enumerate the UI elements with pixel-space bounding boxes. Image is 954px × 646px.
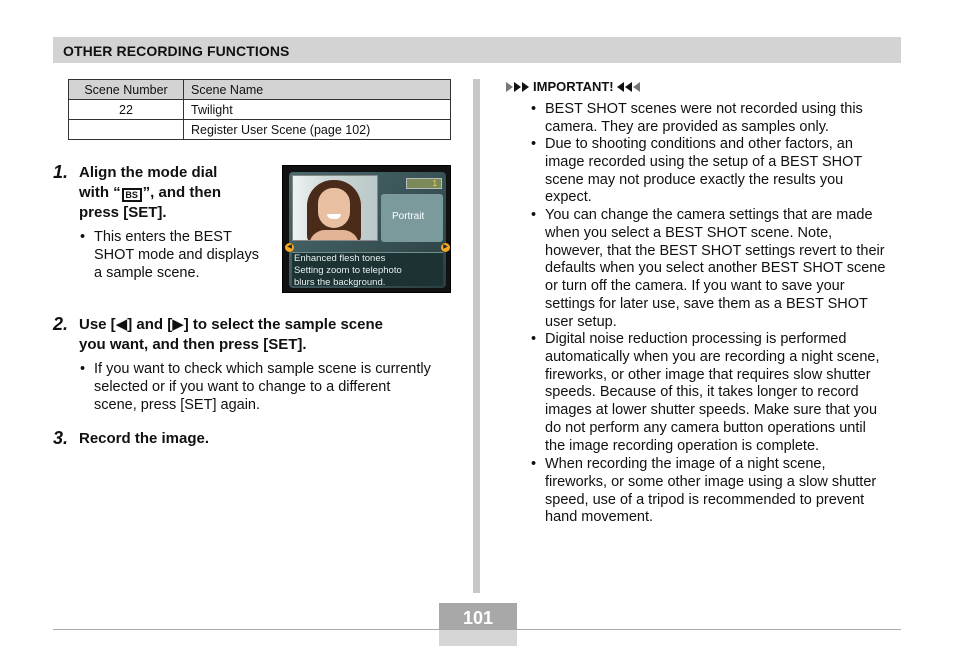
bullet-line: speeds. Because of this, it takes longer to record (545, 384, 859, 401)
bullet-dot-icon: • (531, 331, 537, 347)
table-cell: Twilight (184, 100, 451, 120)
bullet-line: selected or if you want to change to a different (94, 378, 391, 395)
table-cell (69, 120, 184, 140)
bullet-line: expect. (545, 189, 592, 206)
column-header-scene-name: Scene Name (184, 80, 451, 100)
bullet-line: speed, use of a tripod is recommended to prevent (545, 491, 865, 508)
table-cell: 22 (69, 100, 184, 120)
scene-label: Portrait (392, 211, 425, 222)
bullet-line: or turn off the camera. If you want to save your (545, 278, 845, 295)
step-2-bullet (80, 361, 464, 414)
bullet-dot-icon: • (531, 136, 537, 152)
bullet-line: You can change the camera settings that are made (545, 207, 873, 223)
page-number-tab (439, 603, 517, 631)
table-row (69, 100, 451, 120)
bullet-line: scene may not produce exactly the results you (545, 171, 844, 188)
bullet-line: however, that the BEST SHOT settings revert to their (545, 242, 885, 259)
bullet-line: a sample scene. (94, 264, 200, 281)
important-right-arrows-icon (506, 82, 530, 92)
bullet-line: fireworks, or some other image using a slow shutter (545, 473, 877, 490)
bullet-line: user setup. (545, 313, 617, 330)
table-header-row (69, 80, 451, 100)
table-cell: Register User Scene (page 102) (184, 120, 451, 140)
bullet-line: BEST SHOT scenes were not recorded using this (545, 101, 863, 117)
step-1-number: 1. (53, 162, 69, 182)
table-row (69, 120, 451, 140)
bullet-line: do not perform any camera button operations until (545, 419, 866, 436)
important-bullet-1 (531, 101, 905, 137)
scene-description-line: blurs the background. (294, 277, 386, 288)
scene-description (292, 252, 443, 286)
step-1-title (79, 163, 279, 223)
step-3-title: Record the image. (79, 430, 210, 447)
bullet-line: the image recording operation is complete. (545, 437, 820, 454)
bullet-line: When recording the image of a night scene, (545, 456, 826, 472)
step-2-title (79, 315, 459, 355)
scene-number-badge: 1 (406, 178, 442, 189)
bullet-dot-icon: • (80, 361, 86, 377)
step-1-title-text: ”, and then (142, 184, 222, 201)
important-label: IMPORTANT! (533, 79, 614, 94)
step-3-number: 3. (53, 428, 69, 448)
bullet-line: image recorded using the setup of a BEST SHOT (545, 153, 863, 170)
portrait-sample-image (292, 175, 378, 241)
bullet-line: automatically when you are recording a night scene, (545, 348, 880, 365)
scene-table (68, 79, 451, 140)
camera-screen-inner (289, 172, 446, 288)
step-1-title-line (79, 183, 279, 203)
bullet-dot-icon: • (80, 229, 86, 245)
section-title: OTHER RECORDING FUNCTIONS (63, 43, 290, 59)
step-2-title-line: Use [◀] and [▶] to select the sample scene (79, 316, 383, 333)
important-bullet-2 (531, 136, 905, 207)
important-bullet-3 (531, 207, 905, 332)
bullet-line: scene, press [SET] again. (94, 396, 261, 413)
bs-mode-icon: BS (122, 188, 142, 202)
scene-description-line: Setting zoom to telephoto (294, 265, 402, 276)
important-left-arrows-icon (617, 82, 641, 92)
bullet-line: Digital noise reduction processing is performed (545, 331, 847, 347)
step-1-bullet (80, 229, 279, 282)
bullet-line: Due to shooting conditions and other factors, an (545, 136, 853, 152)
bullet-dot-icon: • (531, 456, 537, 472)
bullet-line: settings for later use, save them as a BEST SHOT (545, 295, 868, 312)
step-2-number: 2. (53, 314, 69, 334)
important-heading (503, 79, 644, 95)
step-2-title-line: you want, and then press [SET]. (79, 336, 307, 353)
bullet-line: This enters the BEST (94, 229, 232, 245)
step-1-title-line: press [SET]. (79, 204, 167, 221)
left-arrow-icon: ◀ (285, 243, 294, 252)
bullet-line: when you select a BEST SHOT scene. Note, (545, 224, 833, 241)
bullet-line: SHOT mode and displays (94, 246, 259, 263)
bullet-line: images at lower shutter speeds. Make sure that you (545, 402, 878, 419)
bullet-line: camera. They are provided as samples only. (545, 118, 829, 135)
camera-screen-preview (282, 165, 451, 293)
bullet-line: If you want to check which sample scene is currently (94, 361, 431, 377)
scene-label-box (381, 194, 443, 242)
bullet-line: defaults when you select another BEST SHOT scene (545, 260, 886, 277)
right-arrow-icon: ▶ (441, 243, 450, 252)
bullet-line: fireworks, or other image that requires slow shutter (545, 366, 871, 383)
section-header (53, 37, 901, 63)
scene-description-line: Enhanced flesh tones (294, 253, 386, 264)
column-header-scene-number: Scene Number (69, 80, 184, 100)
bullet-dot-icon: • (531, 207, 537, 223)
step-1-title-line: Align the mode dial (79, 164, 218, 181)
page-number: 101 (462, 608, 494, 628)
important-bullet-5 (531, 456, 905, 527)
bullet-line: hand movement. (545, 509, 654, 526)
step-1-title-text: with “ (79, 184, 121, 201)
important-bullet-4 (531, 331, 905, 456)
column-divider (473, 79, 480, 593)
bullet-dot-icon: • (531, 101, 537, 117)
